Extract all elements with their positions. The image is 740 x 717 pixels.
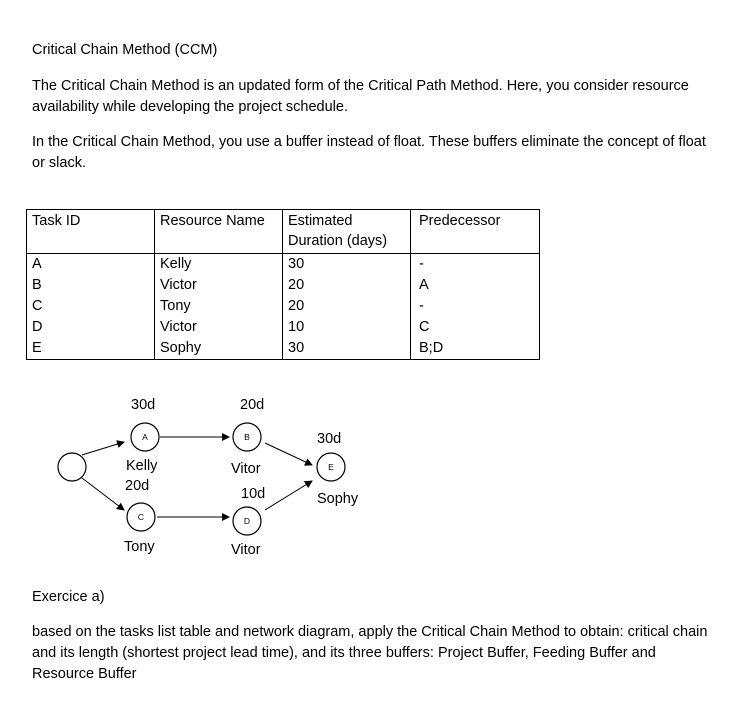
node-d-resource: Vitor	[231, 542, 261, 558]
edge-d-e	[265, 481, 312, 510]
buffer-paragraph: In the Critical Chain Method, you use a buffer instead of float. These buffers eliminate the concept of float or slack.	[32, 134, 706, 171]
cell-predecessor: A	[411, 275, 540, 296]
cell-duration: 30	[283, 338, 411, 360]
cell-task-id: A	[27, 254, 155, 276]
cell-task-id: E	[27, 338, 155, 360]
header-resource-name: Resource Name	[155, 210, 283, 254]
cell-predecessor: -	[411, 296, 540, 317]
node-a-duration: 30d	[131, 397, 156, 413]
node-e-label: E	[328, 462, 334, 472]
node-d-duration: 10d	[241, 486, 266, 502]
exercise-text: based on the tasks list table and network diagram, apply the Critical Chain Method to obtain: critical chain and its length (shortest project lead time), and its three buffers: Project Buffer, Feeding Buffer and Resource Buffer	[32, 624, 708, 682]
cell-predecessor: C	[411, 317, 540, 338]
table-row	[27, 275, 540, 296]
node-a-resource: Kelly	[126, 458, 158, 474]
table-row	[27, 338, 540, 360]
node-d-label: D	[243, 516, 251, 526]
table-row	[27, 254, 540, 276]
node-b-duration: 20d	[240, 397, 265, 413]
network-diagram	[0, 380, 740, 580]
cell-resource: Victor	[155, 317, 283, 338]
cell-task-id: B	[27, 275, 155, 296]
node-c-duration: 20d	[125, 478, 150, 494]
header-task-id: Task ID	[27, 210, 155, 254]
node-e-resource: Sophy	[317, 491, 359, 507]
node-c-label: C	[137, 512, 145, 522]
task-table	[26, 209, 540, 360]
page-title: Critical Chain Method (CCM)	[32, 42, 218, 58]
header-estimated-duration: Estimated Duration (days)	[283, 210, 411, 254]
edge-start-c	[82, 478, 124, 510]
node-b-resource: Vitor	[231, 461, 261, 477]
exercise-title: Exercice a)	[32, 589, 105, 605]
node-a-label: A	[142, 432, 148, 442]
table-header-row	[27, 210, 540, 254]
node-b-label: B	[244, 432, 250, 442]
cell-resource: Sophy	[155, 338, 283, 360]
start-node	[58, 453, 86, 481]
cell-predecessor: -	[411, 254, 540, 276]
node-e-duration: 30d	[317, 431, 342, 447]
cell-resource: Tony	[155, 296, 283, 317]
edge-b-e	[265, 443, 312, 465]
cell-task-id: D	[27, 317, 155, 338]
header-predecessor: Predecessor	[411, 210, 540, 254]
node-c-resource: Tony	[124, 539, 155, 555]
cell-duration: 20	[283, 275, 411, 296]
cell-predecessor: B;D	[411, 338, 540, 360]
cell-resource: Victor	[155, 275, 283, 296]
cell-duration: 20	[283, 296, 411, 317]
intro-paragraph: The Critical Chain Method is an updated form of the Critical Path Method. Here, you consider resource availability while developing the project schedule.	[32, 78, 689, 115]
cell-task-id: C	[27, 296, 155, 317]
cell-duration: 30	[283, 254, 411, 276]
cell-resource: Kelly	[155, 254, 283, 276]
table-row	[27, 317, 540, 338]
table-row	[27, 296, 540, 317]
cell-duration: 10	[283, 317, 411, 338]
edge-start-a	[82, 442, 124, 455]
